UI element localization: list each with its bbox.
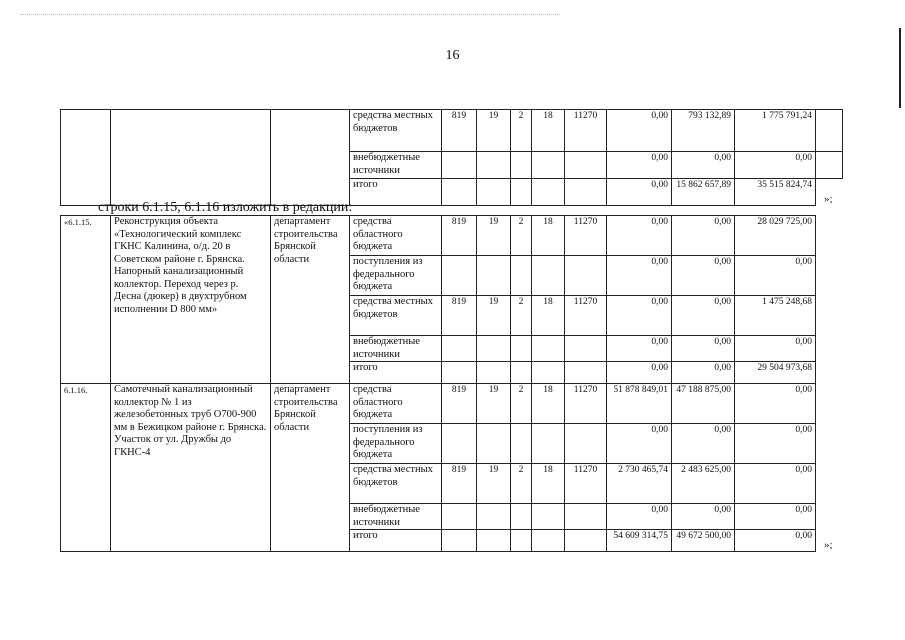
code-cell [565,530,607,552]
code-cell [442,152,477,179]
code-cell [511,530,532,552]
amount-cell: 0,00 [672,216,735,256]
empty-cell [816,464,843,504]
amount-cell: 0,00 [607,296,672,336]
code-cell: 819 [442,216,477,256]
code-cell [532,336,565,362]
amount-cell: 0,00 [735,464,816,504]
code-cell [477,504,511,530]
funding-source-cell: внебюджетные источники [350,504,442,530]
code-cell [565,362,607,384]
amount-cell: 0,00 [735,336,816,362]
code-cell [442,336,477,362]
code-cell [511,179,532,206]
amount-cell: 54 609 314,75 [607,530,672,552]
funding-source-cell: средства областного бюджета [350,384,442,424]
amount-cell: 47 188 875,00 [672,384,735,424]
code-cell [565,179,607,206]
code-cell [532,530,565,552]
amount-cell: 0,00 [735,424,816,464]
code-cell [565,256,607,296]
amount-cell: 15 862 657,89 [672,179,735,206]
code-cell: 19 [477,464,511,504]
code-cell [442,530,477,552]
top-table [60,109,843,206]
code-cell: 18 [532,110,565,152]
amount-cell: 0,00 [607,152,672,179]
code-cell [511,336,532,362]
section-executor: департамент строительства Брянской области [271,216,350,384]
amount-cell: 0,00 [735,152,816,179]
code-cell [442,256,477,296]
code-cell: 19 [477,216,511,256]
code-cell [477,530,511,552]
code-cell [532,424,565,464]
amount-cell: 0,00 [607,179,672,206]
scan-edge-mark [899,28,901,108]
code-cell: 11270 [565,464,607,504]
funding-source-cell: итого [350,179,442,206]
section-number: «6.1.15. [61,216,111,384]
amount-cell: 0,00 [672,504,735,530]
amount-cell: 0,00 [607,216,672,256]
executor-cell [271,110,350,206]
code-cell [532,504,565,530]
funding-source-cell: внебюджетные источники [350,152,442,179]
section-name: Самотечный канализационный коллектор № 1 из железобетонных труб О700-900 мм в Бежицком районе г. Брянска. Участок от ул. Дружбы до ГКНС-4 [111,384,271,552]
amount-cell: 0,00 [607,256,672,296]
amount-cell: 1 775 791,24 [735,110,816,152]
empty-cell [816,296,843,336]
code-cell [532,152,565,179]
intro-text: строки 6.1.15, 6.1.16 изложить в редакции: [98,200,353,215]
amount-cell: 0,00 [672,362,735,384]
code-cell [442,424,477,464]
amount-cell: 0,00 [607,110,672,152]
code-cell: 19 [477,296,511,336]
code-cell: 18 [532,216,565,256]
code-cell [511,362,532,384]
main-table [60,215,843,552]
amount-cell: 0,00 [672,256,735,296]
amount-cell: 0,00 [672,152,735,179]
amount-cell: 0,00 [735,256,816,296]
code-cell: 19 [477,110,511,152]
empty-cell [816,504,843,530]
empty-cell [816,384,843,424]
name-cell [111,110,271,206]
funding-source-cell: средства местных бюджетов [350,464,442,504]
amount-cell: 0,00 [607,336,672,362]
end-quote: »; [816,179,843,206]
code-cell [511,504,532,530]
amount-cell: 0,00 [735,504,816,530]
code-cell: 819 [442,296,477,336]
funding-source-cell: внебюджетные источники [350,336,442,362]
amount-cell: 0,00 [672,336,735,362]
code-cell [442,504,477,530]
code-cell [565,336,607,362]
empty-cell [816,110,843,152]
code-cell: 2 [511,110,532,152]
code-cell [532,256,565,296]
amount-cell: 51 878 849,01 [607,384,672,424]
code-cell [565,424,607,464]
amount-cell: 0,00 [735,384,816,424]
table-row [61,110,843,152]
funding-source-cell: средства местных бюджетов [350,296,442,336]
code-cell: 18 [532,384,565,424]
code-cell: 2 [511,384,532,424]
empty-cell [816,152,843,179]
code-cell [532,179,565,206]
amount-cell: 49 672 500,00 [672,530,735,552]
code-cell [477,362,511,384]
end-quote: »; [816,530,843,552]
code-cell: 819 [442,110,477,152]
funding-source-cell: поступления из федерального бюджета [350,256,442,296]
table-row [61,384,843,424]
section-executor: департамент строительства Брянской области [271,384,350,552]
empty-cell [816,424,843,464]
code-cell [511,152,532,179]
amount-cell: 0,00 [672,424,735,464]
section-number: 6.1.16. [61,384,111,552]
amount-cell: 2 483 625,00 [672,464,735,504]
empty-cell [816,216,843,256]
amount-cell: 0,00 [607,504,672,530]
funding-source-cell: поступления из федерального бюджета [350,424,442,464]
code-cell: 11270 [565,384,607,424]
code-cell [477,336,511,362]
table-row [61,216,843,256]
code-cell [477,179,511,206]
code-cell: 18 [532,464,565,504]
number-cell [61,110,111,206]
code-cell: 11270 [565,110,607,152]
code-cell: 18 [532,296,565,336]
funding-source-cell: итого [350,362,442,384]
amount-cell: 29 504 973,68 [735,362,816,384]
amount-cell: 2 730 465,74 [607,464,672,504]
code-cell: 819 [442,384,477,424]
amount-cell: 28 029 725,00 [735,216,816,256]
code-cell: 19 [477,384,511,424]
funding-source-cell: средства местных бюджетов [350,110,442,152]
code-cell [442,179,477,206]
code-cell [532,362,565,384]
funding-source-cell: средства областного бюджета [350,216,442,256]
end-quote [816,362,843,384]
empty-cell [816,336,843,362]
code-cell [477,424,511,464]
amount-cell: 0,00 [607,362,672,384]
code-cell [477,152,511,179]
code-cell [565,504,607,530]
code-cell: 2 [511,464,532,504]
amount-cell: 35 515 824,74 [735,179,816,206]
code-cell [511,424,532,464]
scan-artifact-dots [20,14,560,16]
amount-cell: 0,00 [607,424,672,464]
code-cell: 819 [442,464,477,504]
code-cell: 11270 [565,296,607,336]
funding-source-cell: итого [350,530,442,552]
code-cell [477,256,511,296]
code-cell: 2 [511,296,532,336]
code-cell [511,256,532,296]
amount-cell: 0,00 [735,530,816,552]
page-number: 16 [445,48,460,63]
empty-cell [816,256,843,296]
code-cell: 11270 [565,216,607,256]
code-cell [442,362,477,384]
code-cell [565,152,607,179]
section-name: Реконструкция объекта «Технологический комплекс ГКНС Калинина, о/д. 20 в Советском районе г. Брянска. Напорный канализационный коллектор. Переход через р. Десна (дюкер) в двухтрубном исполнении D 800 мм» [111,216,271,384]
code-cell: 2 [511,216,532,256]
amount-cell: 1 475 248,68 [735,296,816,336]
amount-cell: 793 132,89 [672,110,735,152]
amount-cell: 0,00 [672,296,735,336]
